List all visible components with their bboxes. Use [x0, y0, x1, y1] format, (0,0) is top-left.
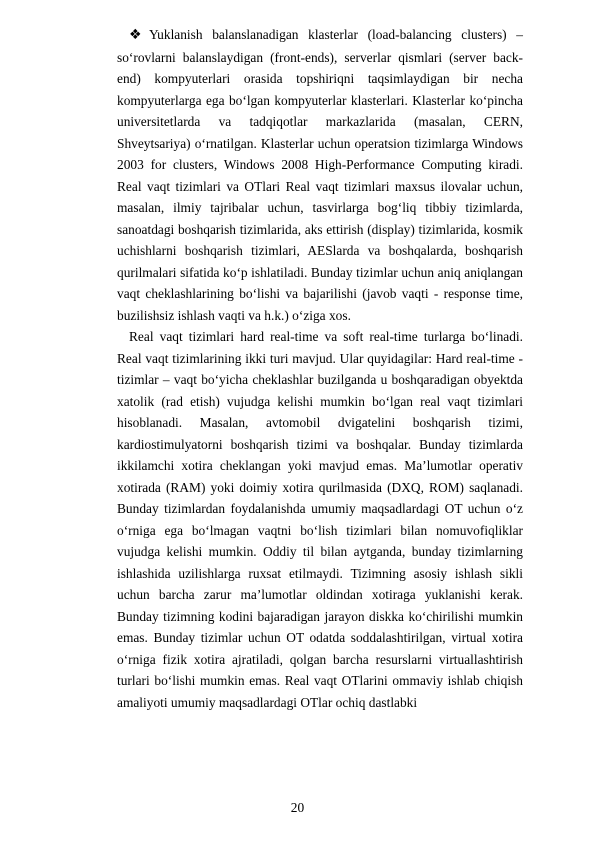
paragraph-load-balancing-clusters [117, 24, 523, 326]
paragraph-real-time-systems [117, 326, 523, 713]
paragraph-2-text: Real vaqt tizimlari hard real-time va soft real-time turlarga bo‘linadi. Real vaqt tizimlarining ikki turi mavjud. Ular quyidagilar: Hard real-time - tizimlar – vaqt bo‘yicha cheklashlar buzilganda u boshqaradigan obyektda xatolik (rad etish) vujudga kelishi mumkin bo‘lgan real vaqt tizimlari hisoblanadi. Masalan, avtomobil dvigatelini boshqarish tizimi, kardiostimulyatorni boshqarish tizimi va boshqalar. Bunday tizimlarda ikkilamchi xotira cheklangan yoki mavjud emas. Ma’lumotlar operativ xotirada (RAM) yoki doimiy xotira qurilmasida (DXQ, ROM) saqlanadi. Bunday tizimlardan foydalanishda umumiy maqsadlardagi OT uchun o‘z o‘rniga ega bo‘lmagan vaqtni bo‘lish tizimlari bilan nomuvofiqliklar vujudga kelishi mumkin. Oddiy til bilan aytganda, bunday tizimlarning ishlashida uzilishlarga ruxsat etilmaydi. Tizimning asosiy ishlash sikli uchun barcha zarur ma’lumotlar oldindan xotiraga yuklanishi kerak. Bunday tizimning kodini bajaradigan jarayon diskka ko‘chirilishi mumkin emas. Bunday tizimlar uchun OT odatda soddalashtirilgan, virtual xotira o‘rniga fizik xotira ajratiladi, qolgan barcha resurslarni virtuallashtirish turlari bo‘lishi mumkin emas. Real vaqt OTlarini ommaviy ishlab chiqish amaliyoti umumiy maqsadlardagi OTlar ochiq dastlabki [117, 329, 523, 710]
paragraph-1-text: Yuklanish balanslanadigan klasterlar (load-balancing clusters) – so‘rovlarni balanslaydigan (front-ends), serverlar qismlari (server back-end) kompyuterlari orasida topshiriqni taqsimlaydigan bir necha kompyuterlarga ega bo‘lgan kompyuterlar klasterlari. Klasterlar ko‘pincha universitetlarda va tadqiqotlar markazlarida (masalan, CERN, Shveytsariya) o‘rnatilgan. Klasterlar uchun operatsion tizimlarga Windows 2003 for clusters, Windows 2008 High-Performance Computing kiradi. Real vaqt tizimlari va OTlari Real vaqt tizimlari maxsus ilovalar uchun, masalan, ilmiy tajribalar uchun, tasvirlarga bog‘liq tibbiy tizimlarda, sanoatdagi boshqarish tizimlarida, aks ettirish (display) tizimlarida, kosmik uchishlarni boshqarish tizimlari, AESlarda va boshqalarda, boshqarish qurilmalari sifatida ko‘p ishlatiladi. Bunday tizimlar uchun aniq aniqlangan vaqt cheklashlarining bo‘lishi va bajarilishi (javob vaqti - response time, buzilishsiz ishlash vaqti va h.k.) o‘ziga xos. [117, 27, 523, 323]
diamond-bullet-icon: ❖ [129, 27, 142, 43]
page-number: 20 [290, 800, 305, 815]
body-text [117, 24, 523, 713]
